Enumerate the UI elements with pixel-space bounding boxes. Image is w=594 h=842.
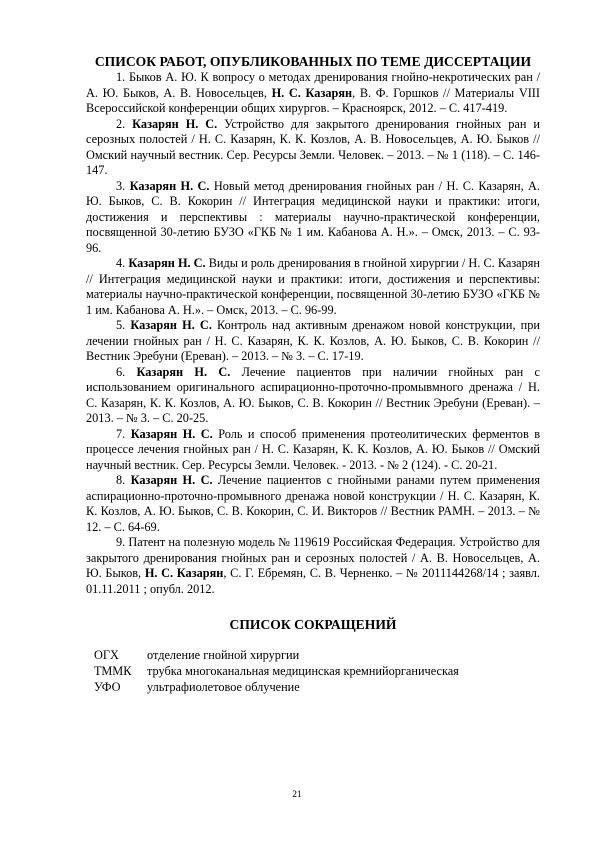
reference-text: 2.: [116, 116, 133, 131]
reference-text: Контроль над активным дренажом новой конструкции, при лечении гнойных ран / Н. С. Казарян, К. К. Козлов, А. Ю. Быков, С. В. Кокорин // Вестник Эребуни (Ереван). – 2013. – № 3. – С. 17-19.: [86, 318, 540, 363]
reference-text: 3.: [116, 178, 130, 193]
abbreviation-list: [86, 647, 540, 695]
reference-text: Роль и способ применения протеолитических ферментов в процессе лечения гнойных ран / Н. С. Казарян, К. К. Козлов, А. Ю. Быков // Омский научный вестник. Сер. Ресурсы Земли. Человек. - 2013. - № 2 (124). - С. 20-21.: [86, 426, 541, 472]
reference-text: 5.: [116, 318, 131, 332]
reference-text: 7.: [116, 426, 131, 441]
abbreviation-term: ОГХ: [94, 648, 119, 662]
reference-text: Устройство для закрытого дренирования гнойных ран и серозных полостей / Н. С. Казарян, К. К. Козлов, А. В. Новосельцев, А. Ю. Быков // Омский научный вестник. Сер. Ресурсы Земли. Человек. – 2013. – № 1 (118). – С. 146-147.: [86, 116, 540, 177]
reference-text: Новый метод дренирования гнойных ран / Н. С. Казарян, А. Ю. Быков, С. В. Кокорин // Интеграция медицинской науки и практики: итоги, достижения и перспективы : материалы научно-практической конференции, посвященной 30-летию БУЗО «ГКБ № 1 им. Кабанова А. Н.». – Омск, 2013. – С. 93-96.: [86, 178, 541, 255]
reference-text: 4.: [116, 256, 129, 270]
abbreviation-definition: трубка многоканальная медицинская кремнийорганическая: [147, 664, 459, 678]
reference-item: [86, 535, 540, 597]
author-highlight: Казарян Н. С.: [136, 364, 231, 379]
publications-title: СПИСОК РАБОТ, ОПУБЛИКОВАННЫХ ПО ТЕМЕ ДИССЕРТАЦИИ: [94, 54, 532, 69]
page-number: 21: [292, 790, 302, 800]
page-content: [86, 54, 540, 695]
abbreviation-row: [94, 663, 540, 679]
reference-list: [86, 70, 540, 597]
abbreviation-definition: ультрафиолетовое облучение: [147, 680, 300, 694]
reference-item: [86, 117, 540, 179]
reference-item: [86, 70, 540, 117]
reference-text: 9. Патент на полезную модель № 119619 Российская Федерация. Устройство для закрытого дренирования гнойных ран и серозных полостей / А. В. Новосельцев, А. Ю. Быков,: [86, 535, 540, 580]
reference-item: [86, 318, 540, 365]
reference-text: 6.: [116, 364, 137, 379]
author-highlight: Казарян Н. С.: [130, 426, 213, 441]
reference-text: 8.: [116, 473, 131, 487]
reference-item: [86, 427, 540, 474]
reference-item: [86, 256, 540, 318]
reference-text: 1. Быков А. Ю. К вопросу о методах дренирования гнойно-некротических ран / А. Ю. Быков, А. В. Новосельцев,: [86, 70, 540, 100]
abbreviation-term: УФО: [94, 680, 121, 694]
author-highlight: Н. С. Казарян: [271, 85, 353, 100]
author-highlight: Казарян Н. С.: [130, 318, 212, 332]
reference-item: [86, 179, 540, 257]
reference-item: [86, 365, 540, 427]
reference-text: Лечение пациентов с гнойными ранами путем применения аспирационно-проточно-промывного дренажа новой конструкции / Н. С. Казарян, К. К. Козлов, А. Ю. Быков, С. В. Кокорин, С. И. Викторов // Вестник РАМН. – 2013. – № 12. – С. 64-69.: [86, 473, 541, 534]
reference-text: , В. Ф. Горшков // Материалы VIII Всероссийской конференции общих хирургов. – Красноярск, 2012. – С. 417-419.: [86, 85, 540, 115]
author-highlight: Н. С. Казарян: [144, 566, 224, 580]
abbreviation-definition: отделение гнойной хирургии: [147, 648, 300, 662]
author-highlight: Казарян Н. С.: [130, 473, 213, 487]
abbreviation-term: ТММК: [94, 664, 132, 678]
abbreviation-row: [94, 679, 540, 695]
author-highlight: Казарян Н. С.: [129, 178, 210, 193]
abbreviation-row: [94, 647, 540, 663]
reference-item: [86, 473, 540, 535]
author-highlight: Казарян Н. С.: [128, 256, 206, 270]
author-highlight: Казарян Н. С.: [132, 116, 218, 131]
abbreviations-title: СПИСОК СОКРАЩЕНИЙ: [229, 617, 397, 632]
reference-text: Лечение пациентов при наличии гнойных ран с использованием оригинального аспирационно-проточно-промывмного дренажа / Н. С. Казарян, К. К. Козлов, А. Ю. Быков, С. В. Кокорин // Вестник Эребуни (Ереван). – 2013. – № 3. – С. 20-25.: [86, 364, 541, 425]
reference-text: , С. Г. Ебремян, С. В. Черненко. – № 2011144268/14 ; заявл. 01.11.2011 ; опубл. 2012.: [86, 566, 540, 596]
reference-text: Виды и роль дренирования в гнойной хирургии / Н. С. Казарян // Интеграция медицинской науки и практики: итоги, достижения и перспективы: материалы научно-практической конференции, посвященной 30-летию БУЗО «ГКБ № 1 им. Кабанова А. Н.». – Омск, 2013. – С. 96-99.: [86, 256, 541, 317]
